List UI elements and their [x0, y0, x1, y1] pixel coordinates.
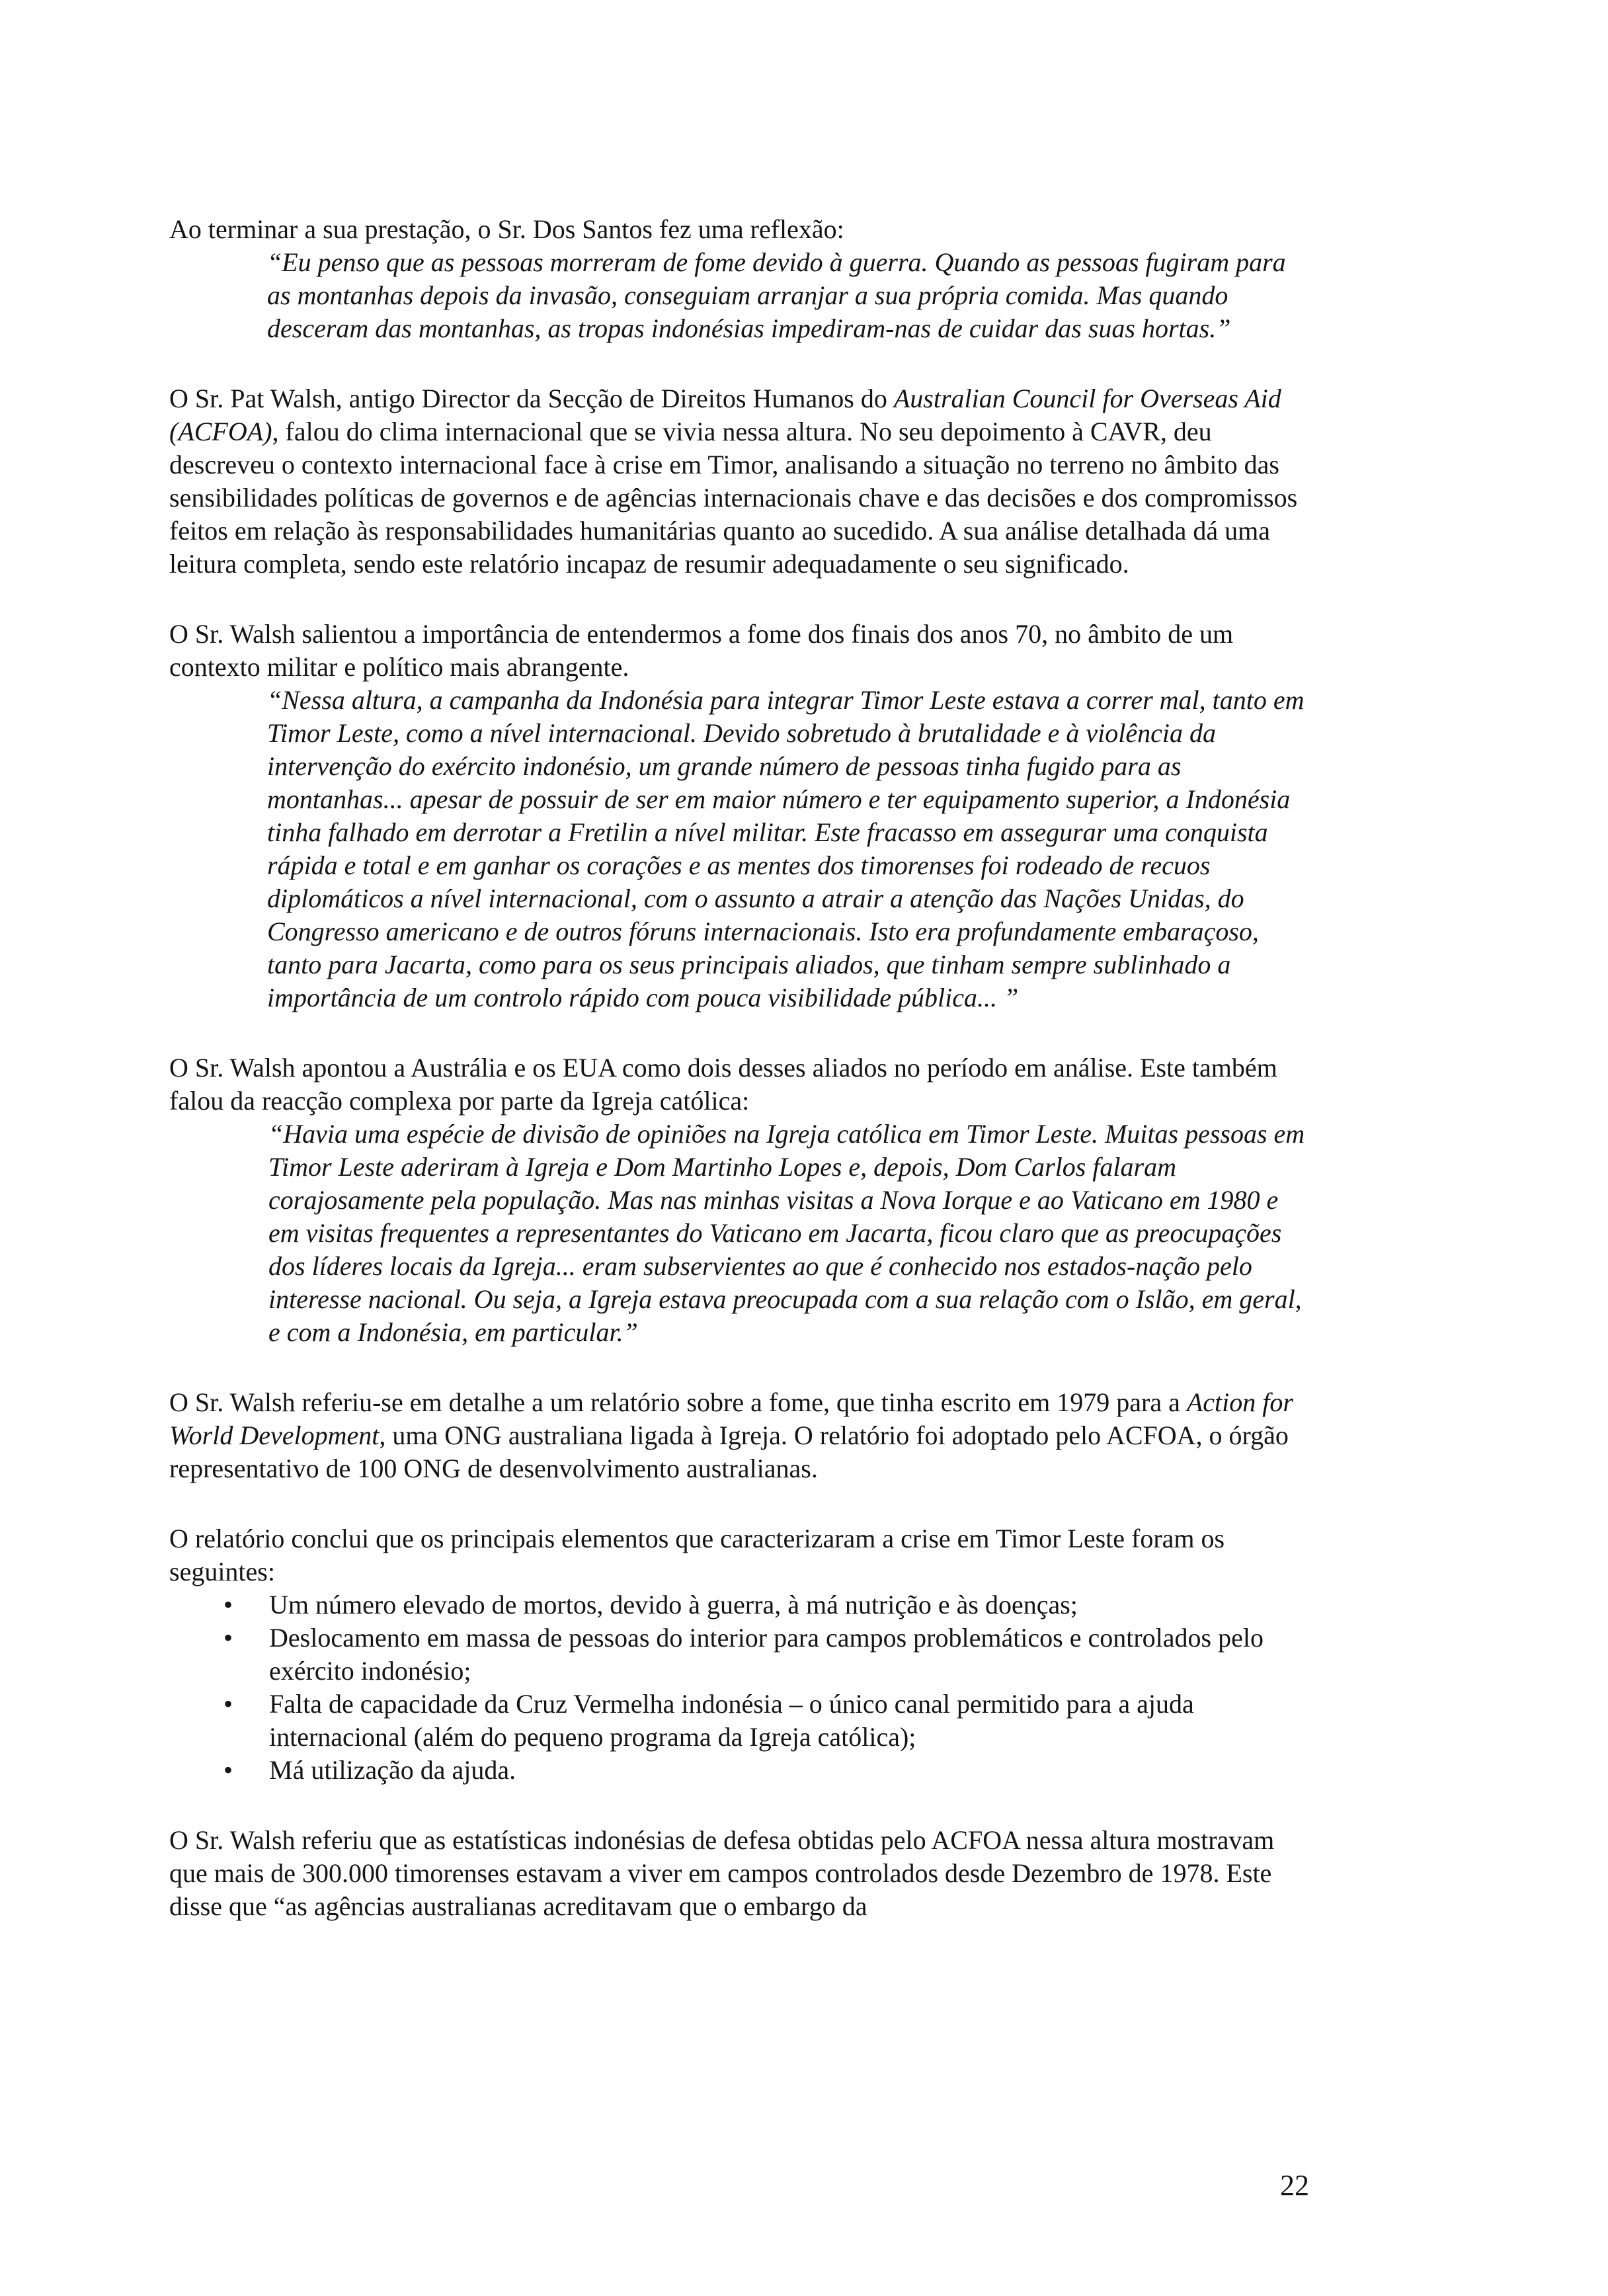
walsh-quote-campaign: “Nessa altura, a campanha da Indonésia para integrar Timor Leste estava a correr mal, tanto em Timor Leste, como a nível internacional. Devido sobretudo à brutalidade e à violência da intervenção do exército indonésio, um grande número de pessoas tinha fugido para as montanhas... apesar de possuir de ser em maior número e ter equipamento superior, a Indonésia tinha falhado em derrotar a Fretilin a nível militar. Este fracasso em assegurar uma conquista rápida e total e em ganhar os corações e as mentes dos timorenses foi rodeado de recuos diplomáticos a nível internacional, com o assunto a atrair a atenção das Nações Unidas, do Congresso americano e de outros fóruns internacionais. Isto era profundamente embaraçoso, tanto para Jacarta, como para os seus principais aliados, que tinham sempre sublinhado a importância de um controlo rápido com pouca visibilidade pública... ” [267, 685, 1305, 1012]
list-item-text: Deslocamento em massa de pessoas do interior para campos problemáticos e controlados pelo exército indonésio; [269, 1623, 1264, 1686]
page-number: 22 [1280, 2169, 1309, 2201]
walsh-intro-paragraph [169, 382, 1310, 581]
famine-context-section [169, 618, 1310, 1014]
list-item-text: Falta de capacidade da Cruz Vermelha indonésia – o único canal permitido para a ajuda internacional (além do pequeno programa da Igreja católica); [269, 1689, 1194, 1752]
walsh-quote-church: “Havia uma espécie de divisão de opiniões na Igreja católica em Timor Leste. Muitas pessoas em Timor Leste aderiram à Igreja e Dom Martinho Lopes e, depois, Dom Carlos falaram corajosamente pela população. Mas nas minhas visitas a Nova Iorque e ao Vaticano em 1980 e em visitas frequentes a representantes do Vaticano em Jacarta, ficou claro que as preocupações dos líderes locais da Igreja... eram subservientes ao que é conhecido nos estados-nação pelo interesse nacional. Ou seja, a Igreja estava preocupada com a sua relação com o Islão, em geral, e com a Indonésia, em particular.” [268, 1119, 1305, 1347]
bullet-icon: • [223, 1755, 233, 1785]
list-item [169, 1588, 1310, 1621]
conclusions-intro: O relatório conclui que os principais elementos que caracterizaram a crise em Timor Leste foram os seguintes: [169, 1524, 1225, 1586]
report-paragraph [169, 1386, 1310, 1485]
walsh-intro-text-b: , falou do clima internacional que se vivia nessa altura. No seu depoimento à CAVR, deu descreveu o contexto internacional face à crise em Timor, analisando a situação no terreno no âmbito das sensibilidades políticas de governos e de agências internacionais chave e das decisões e dos compromissos feitos em relação às responsabilidades humanitárias quanto ao sucedido. A sua análise detalhada dá uma leitura completa, sendo este relatório incapaz de resumir adequadamente o seu significado. [169, 417, 1298, 579]
acfoa-name: Australian Council for Overseas Aid (ACFOA) [169, 384, 1281, 446]
awd-name: Action for World Development [169, 1387, 1293, 1450]
allies-section [169, 1051, 1310, 1349]
list-item-text: Má utilização da ajuda. [269, 1755, 516, 1785]
list-item [169, 1688, 1310, 1754]
report-text-b: , uma ONG australiana ligada à Igreja. O relatório foi adoptado pelo ACFOA, o órgão representativo de 100 ONG de desenvolvimento australianas. [169, 1420, 1289, 1483]
allies-paragraph: O Sr. Walsh apontou a Austrália e os EUA como dois desses aliados no período em análise. Este também falou da reacção complexa por parte da Igreja católica: [169, 1053, 1277, 1116]
intro-section [169, 213, 1310, 345]
conclusions-list [169, 1588, 1310, 1787]
dos-santos-quote: “Eu penso que as pessoas morreram de fome devido à guerra. Quando as pessoas fugiram para as montanhas depois da invasão, conseguiam arranjar a sua própria comida. Mas quando desceram das montanhas, as tropas indonésias impediram-nas de cuidar das suas hortas.” [267, 247, 1286, 343]
report-text-a: O Sr. Walsh referiu-se em detalhe a um relatório sobre a fome, que tinha escrito em 1979 para a [169, 1387, 1187, 1417]
statistics-paragraph: O Sr. Walsh referiu que as estatísticas indonésias de defesa obtidas pelo ACFOA nessa altura mostravam que mais de 300.000 timorenses estavam a viver em campos controlados desde Dezembro de 1978. Este disse que “as agências australianas acreditavam que o embargo da [169, 1825, 1275, 1921]
list-item [169, 1754, 1310, 1787]
famine-context-paragraph: O Sr. Walsh salientou a importância de entendermos a fome dos finais dos anos 70, no âmbito de um contexto militar e político mais abrangente. [169, 619, 1234, 682]
bullet-icon: • [223, 1590, 233, 1620]
list-item [169, 1621, 1310, 1688]
walsh-intro-text-a: O Sr. Pat Walsh, antigo Director da Secção de Direitos Humanos do [169, 384, 894, 413]
intro-paragraph: Ao terminar a sua prestação, o Sr. Dos Santos fez uma reflexão: [169, 214, 844, 244]
bullet-icon: • [223, 1689, 233, 1719]
page-body [169, 213, 1310, 1923]
bullet-icon: • [223, 1623, 233, 1653]
list-item-text: Um número elevado de mortos, devido à guerra, à má nutrição e às doenças; [269, 1590, 1078, 1620]
